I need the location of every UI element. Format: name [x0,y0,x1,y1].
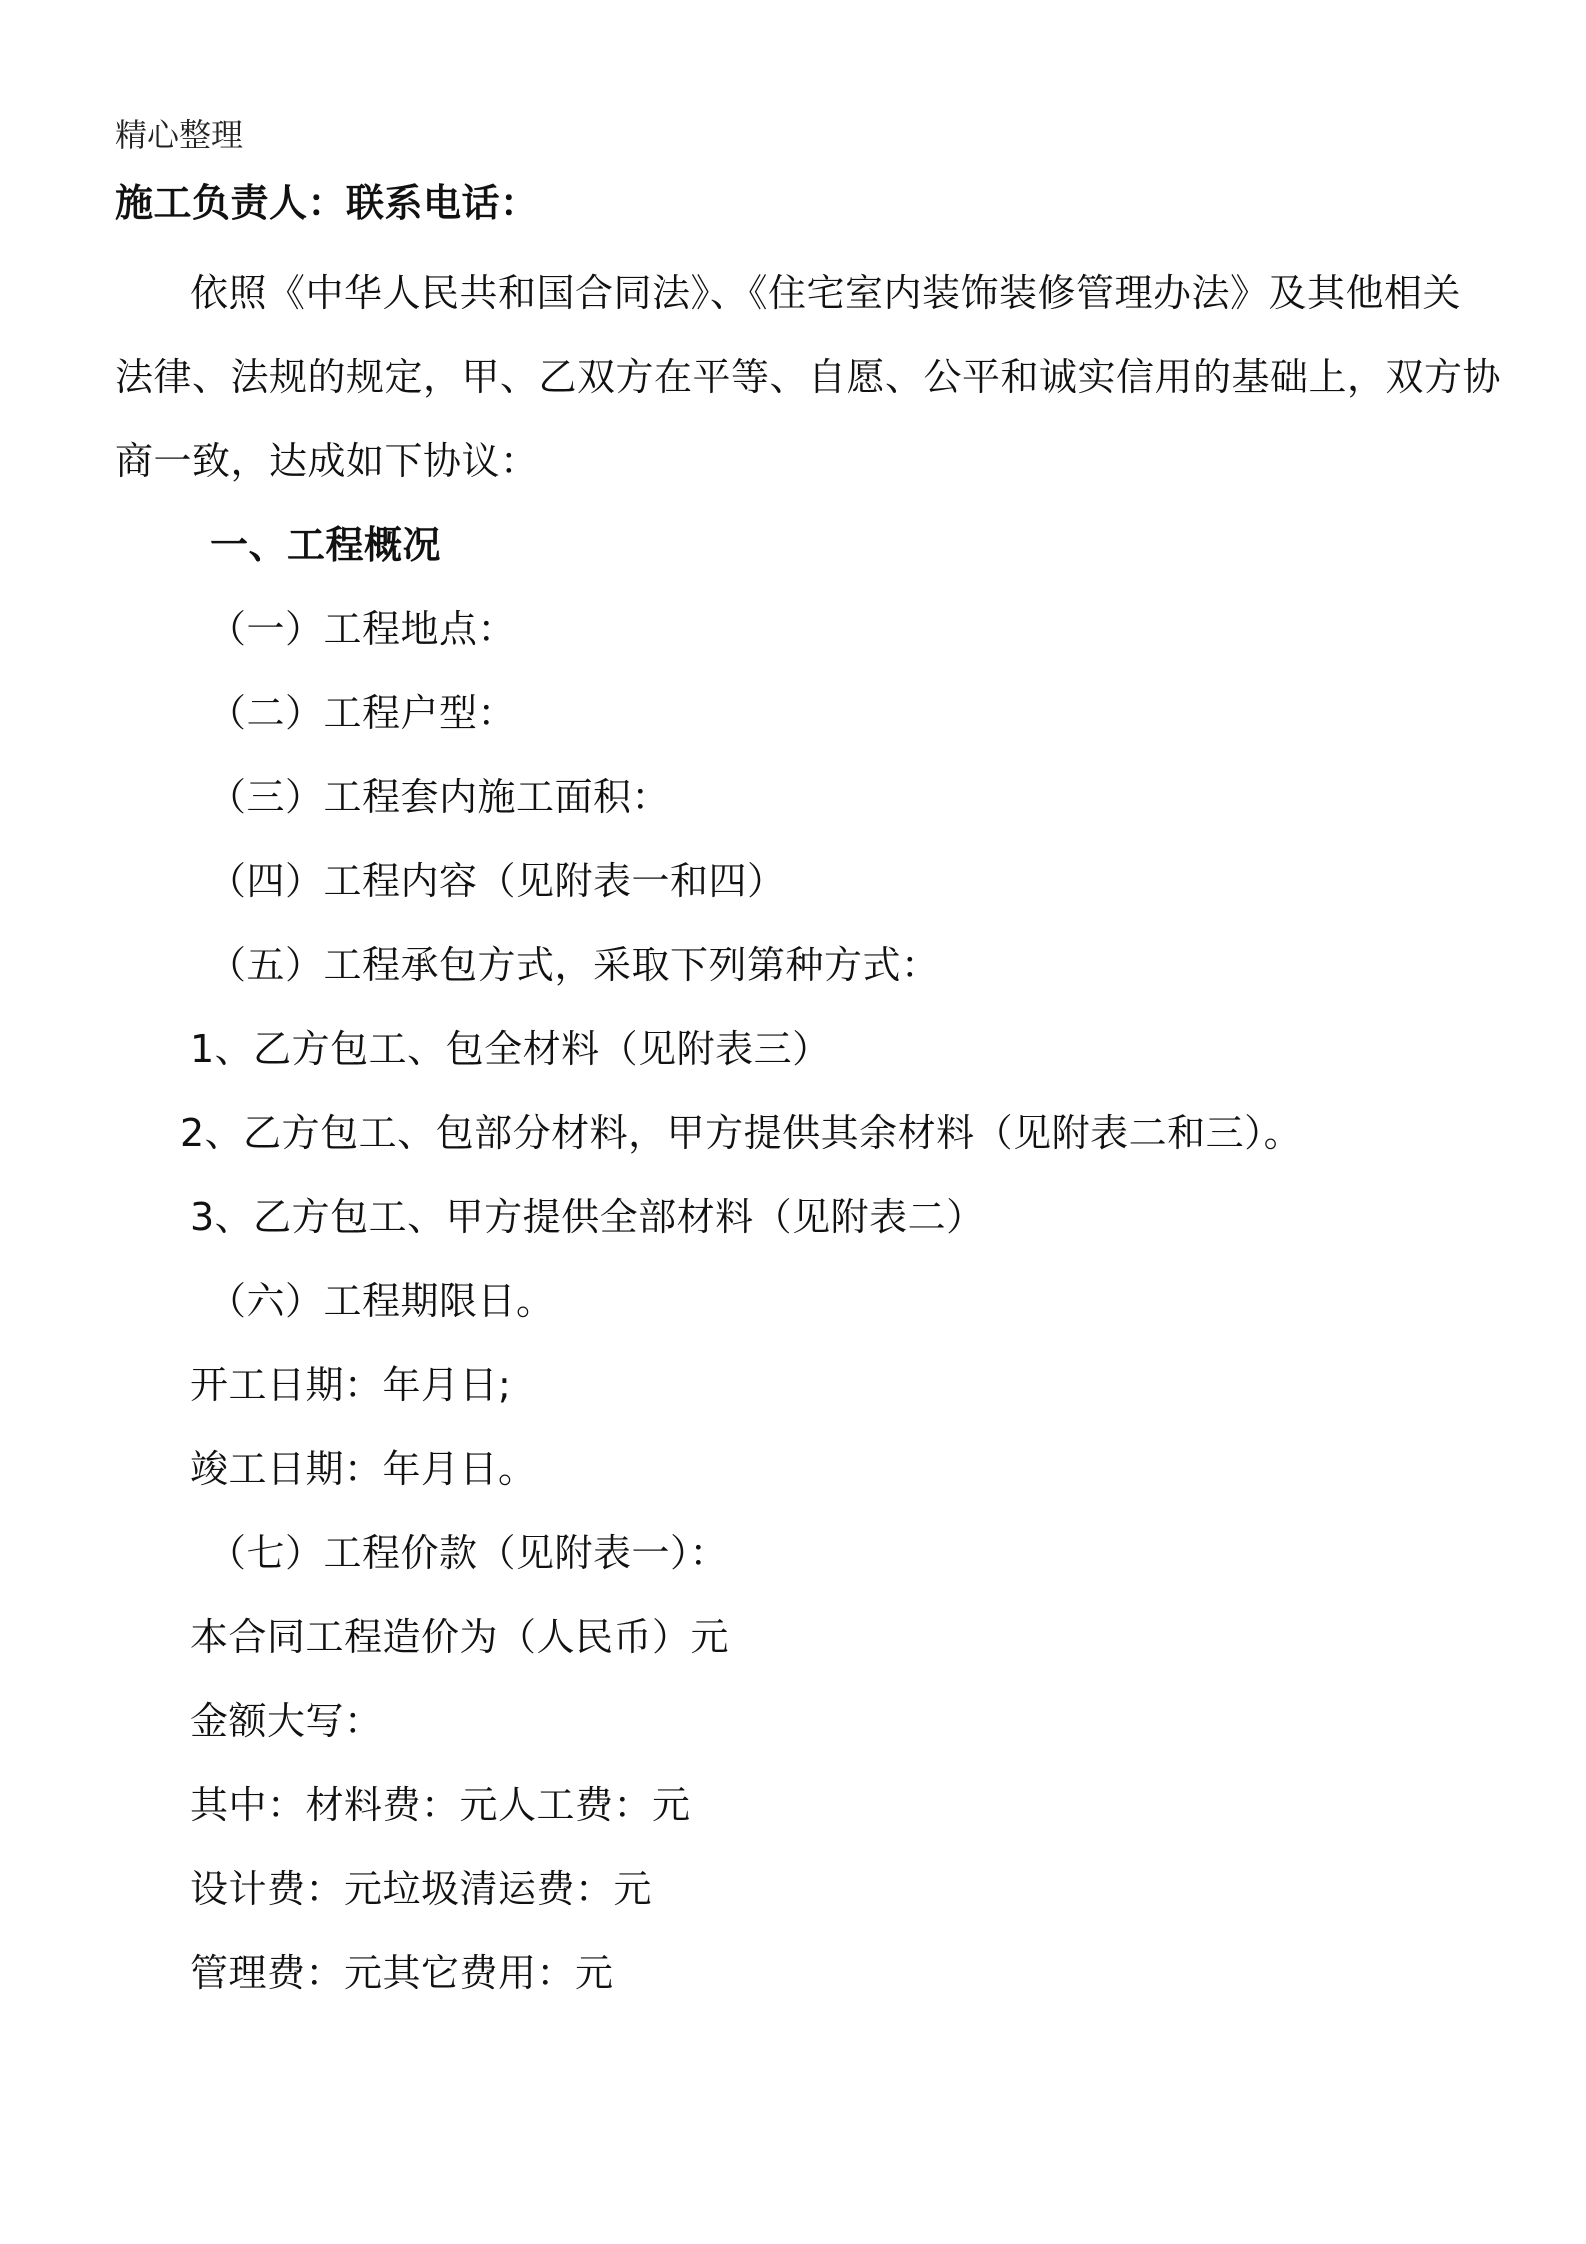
total-price: 本合同工程造价为（人民币）元 [190,1615,730,1659]
intro-line-3: 商一致，达成如下协议： [115,439,539,483]
period-title: （六）工程期限日。 [208,1279,555,1323]
material-labor-fees: 其中：材料费：元人工费：元 [190,1783,691,1827]
price-title: （七）工程价款（见附表一）： [208,1531,729,1575]
design-waste-fees: 设计费：元垃圾清运费：元 [190,1867,653,1911]
contact-line: 施工负责人：联系电话： [115,181,539,225]
mode-option-3: 3、乙方包工、甲方提供全部材料（见附表二） [190,1195,985,1239]
header-note: 精心整理 [115,116,244,154]
item-area: （三）工程套内施工面积： [208,775,671,819]
item-content: （四）工程内容（见附表一和四） [208,859,786,903]
section-1-title: 一、工程概况 [210,523,442,567]
end-date: 竣工日期：年月日。 [190,1447,537,1491]
start-date: 开工日期：年月日; [190,1363,512,1407]
management-other-fees: 管理费：元其它费用：元 [190,1951,614,1995]
mode-option-2: 2、乙方包工、包部分材料，甲方提供其余材料（见附表二和三）。 [180,1111,1303,1155]
intro-line-2: 法律、法规的规定，甲、乙双方在平等、自愿、公平和诚实信用的基础上，双方协 [115,355,1502,399]
item-contract-mode: （五）工程承包方式，采取下列第种方式： [208,943,940,987]
item-location: （一）工程地点： [208,607,517,651]
amount-uppercase: 金额大写： [190,1699,383,1743]
intro-line-1: 依照《中华人民共和国合同法》、《住宅室内装饰装修管理办法》及其他相关 [190,271,1462,315]
mode-option-1: 1、乙方包工、包全材料（见附表三） [190,1027,831,1071]
item-unit-type: （二）工程户型： [208,691,517,735]
